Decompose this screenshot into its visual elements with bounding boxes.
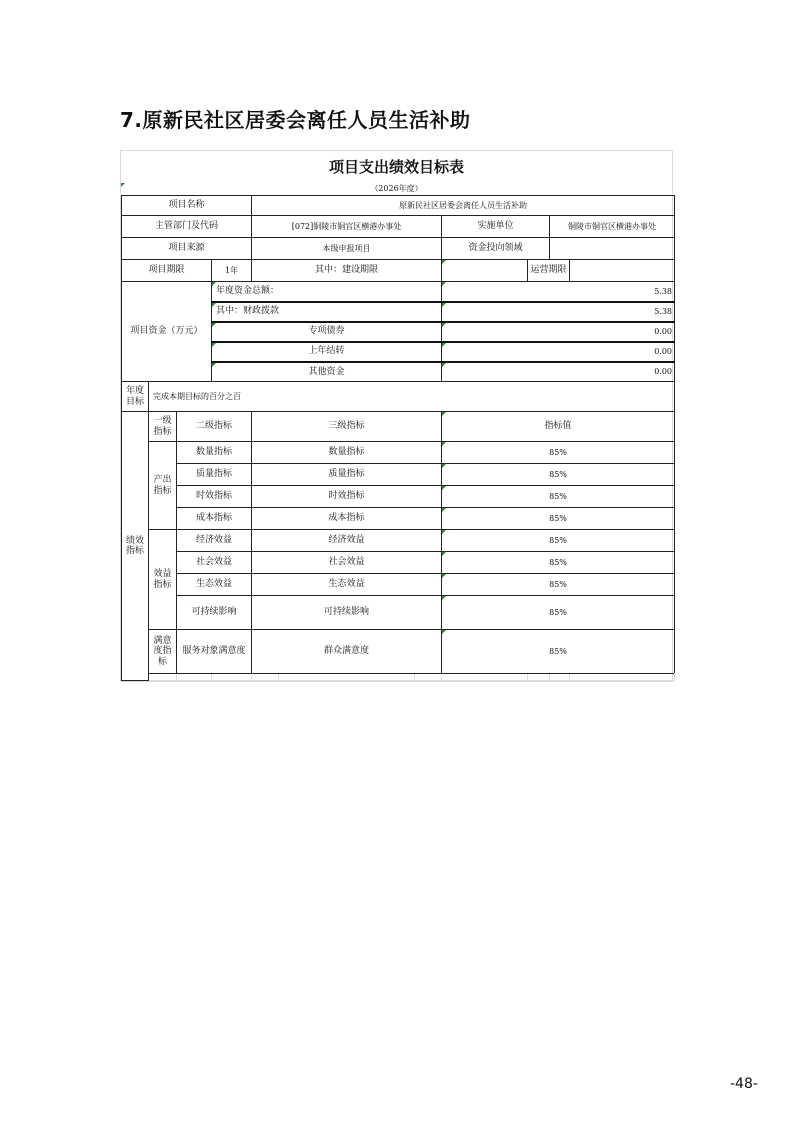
satisfaction-group-label: 满意度指标 <box>149 630 177 674</box>
fund-label: 年度资金总额： <box>212 282 442 302</box>
fund-value: 0.00 <box>442 342 675 362</box>
fund-label: 其他资金 <box>212 362 442 382</box>
fund-group-label: 项目资金（万元） <box>122 282 212 382</box>
indicator-l2: 经济效益 <box>177 530 252 552</box>
indicator-row <box>122 442 675 464</box>
indicator-l2: 质量指标 <box>177 464 252 486</box>
indicator-value: 85% <box>442 508 675 530</box>
empty-cell <box>279 674 415 681</box>
head-value: 指标值 <box>442 412 675 442</box>
indicator-l3: 生态效益 <box>252 574 442 596</box>
head-level2: 二级指标 <box>177 412 252 442</box>
annual-goal-label: 年度目标 <box>122 382 149 412</box>
empty-cell <box>415 674 442 681</box>
fund-row <box>122 282 675 302</box>
empty-grid-row <box>122 674 675 681</box>
head-level1: 一级指标 <box>149 412 177 442</box>
indicator-l3: 群众满意度 <box>252 630 442 674</box>
project-name-value: 原新民社区居委会离任人员生活补助 <box>252 196 675 216</box>
operate-label: 运营期限 <box>528 260 570 282</box>
annual-goal-value: 完成本期目标的百分之百 <box>149 382 675 412</box>
section-heading: 7.原新民社区居委会离任人员生活补助 <box>120 108 471 132</box>
empty-cell <box>177 674 212 681</box>
indicator-l2: 服务对象满意度 <box>177 630 252 674</box>
table-title: 项目支出绩效目标表 <box>328 158 464 176</box>
indicator-value: 85% <box>442 530 675 552</box>
project-name-label: 项目名称 <box>122 196 252 216</box>
performance-table <box>121 195 675 681</box>
indicator-head-row <box>122 412 675 442</box>
fund-value: 5.38 <box>442 302 675 322</box>
indicator-row <box>122 596 675 630</box>
period-label: 项目期限 <box>122 260 212 282</box>
indicator-value: 85% <box>442 596 675 630</box>
indicator-row <box>122 486 675 508</box>
benefit-group-label: 效益指标 <box>149 530 177 630</box>
indicator-row <box>122 574 675 596</box>
empty-cell <box>252 674 279 681</box>
performance-sheet <box>120 150 673 682</box>
impl-value: 铜陵市铜官区横港办事处 <box>550 216 675 238</box>
indicator-l3: 社会效益 <box>252 552 442 574</box>
indicator-group-label: 绩效指标 <box>122 412 149 681</box>
period-value: 1年 <box>212 260 252 282</box>
dept-value: [072]铜陵市铜官区横港办事处 <box>252 216 442 238</box>
fund-value: 0.00 <box>442 322 675 342</box>
fund-label: 上年结转 <box>212 342 442 362</box>
indicator-value: 85% <box>442 442 675 464</box>
indicator-value: 85% <box>442 552 675 574</box>
source-value: 本级申报项目 <box>252 238 442 260</box>
indicator-l2: 社会效益 <box>177 552 252 574</box>
indicator-row <box>122 530 675 552</box>
fund-label: 其中：财政拨款 <box>212 302 442 322</box>
project-name-row <box>122 196 675 216</box>
indicator-l2: 时效指标 <box>177 486 252 508</box>
dept-row <box>122 216 675 238</box>
indicator-value: 85% <box>442 486 675 508</box>
fund-value: 0.00 <box>442 362 675 382</box>
invest-label: 资金投向领域 <box>442 238 550 260</box>
indicator-l3: 成本指标 <box>252 508 442 530</box>
head-level3: 三级指标 <box>252 412 442 442</box>
indicator-l3: 质量指标 <box>252 464 442 486</box>
fund-value: 5.38 <box>442 282 675 302</box>
indicator-l3: 时效指标 <box>252 486 442 508</box>
empty-cell <box>149 674 177 681</box>
fund-label: 专项债券 <box>212 322 442 342</box>
source-label: 项目来源 <box>122 238 252 260</box>
indicator-row <box>122 552 675 574</box>
construct-value <box>442 260 528 282</box>
source-row <box>122 238 675 260</box>
annual-goal-row <box>122 382 675 412</box>
indicator-l2: 可持续影响 <box>177 596 252 630</box>
indicator-l2: 数量指标 <box>177 442 252 464</box>
dept-label: 主管部门及代码 <box>122 216 252 238</box>
indicator-l2: 成本指标 <box>177 508 252 530</box>
indicator-l3: 可持续影响 <box>252 596 442 630</box>
indicator-row <box>122 630 675 674</box>
page-number: -48- <box>730 1076 758 1092</box>
empty-cell <box>442 674 528 681</box>
indicator-l2: 生态效益 <box>177 574 252 596</box>
indicator-value: 85% <box>442 464 675 486</box>
indicator-row <box>122 508 675 530</box>
invest-value <box>550 238 675 260</box>
indicator-value: 85% <box>442 574 675 596</box>
construct-label: 其中：建设期限 <box>252 260 442 282</box>
empty-cell <box>570 674 675 681</box>
operate-value <box>570 260 675 282</box>
output-group-label: 产出指标 <box>149 442 177 530</box>
indicator-l3: 数量指标 <box>252 442 442 464</box>
indicator-l3: 经济效益 <box>252 530 442 552</box>
empty-cell <box>550 674 570 681</box>
period-row <box>122 260 675 282</box>
empty-cell <box>528 674 550 681</box>
empty-cell <box>212 674 252 681</box>
indicator-row <box>122 464 675 486</box>
impl-label: 实施单位 <box>442 216 550 238</box>
indicator-value: 85% <box>442 630 675 674</box>
table-year: （2026年度） <box>121 183 672 195</box>
